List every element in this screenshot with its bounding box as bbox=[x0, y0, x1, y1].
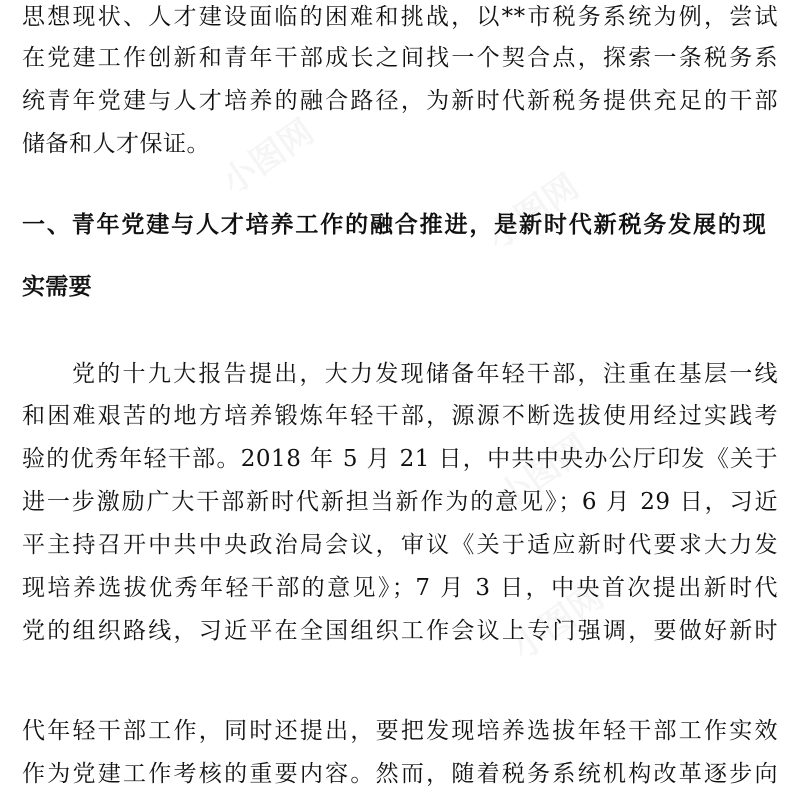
intro-line-4: 储备和人才保证。 bbox=[22, 131, 210, 157]
intro-line-2: 在党建工作创新和青年干部成长之间找一个契合点，探索一条税务系 bbox=[22, 45, 778, 71]
body-line-7: 党的组织路线，习近平在全国组织工作会议上专门强调，要做好新时 bbox=[22, 618, 778, 644]
watermark: 小图网 bbox=[489, 426, 597, 519]
watermark: 小图网 bbox=[214, 111, 322, 204]
section-heading-line-2: 实需要 bbox=[22, 274, 92, 300]
body-line-8: 代年轻干部工作，同时还提出，要把发现培养选拔年轻干部工作实效 bbox=[22, 718, 778, 744]
body-line-2: 和困难艰苦的地方培养锻炼年轻干部，源源不断选拔使用经过实践考 bbox=[22, 403, 778, 429]
body-line-3: 验的优秀年轻干部。2018 年 5 月 21 日，中共中央办公厅印发《关于 bbox=[22, 446, 778, 472]
intro-line-3: 统青年党建与人才培养的融合路径，为新时代新税务提供充足的干部 bbox=[22, 88, 778, 114]
watermark: 小图网 bbox=[479, 166, 587, 259]
section-heading-line-1: 一、青年党建与人才培养工作的融合推进，是新时代新税务发展的现 bbox=[22, 212, 766, 238]
body-line-1: 党的十九大报告提出，大力发现储备年轻干部，注重在基层一线 bbox=[72, 361, 778, 387]
intro-line-1: 思想现状、人才建设面临的困难和挑战，以**市税务系统为例，尝试 bbox=[22, 4, 778, 30]
watermark: 小图网 bbox=[504, 576, 612, 669]
body-line-5: 平主持召开中共中央政治局会议，审议《关于适应新时代要求大力发 bbox=[22, 532, 778, 558]
body-line-9: 作为党建工作考核的重要内容。然而，随着税务系统机构改革逐步向 bbox=[22, 761, 778, 787]
body-line-4: 进一步激励广大干部新时代新担当新作为的意见》；6 月 29 日，习近 bbox=[22, 489, 778, 515]
body-line-6: 现培养选拔优秀年轻干部的意见》；7 月 3 日，中央首次提出新时代 bbox=[22, 575, 778, 601]
